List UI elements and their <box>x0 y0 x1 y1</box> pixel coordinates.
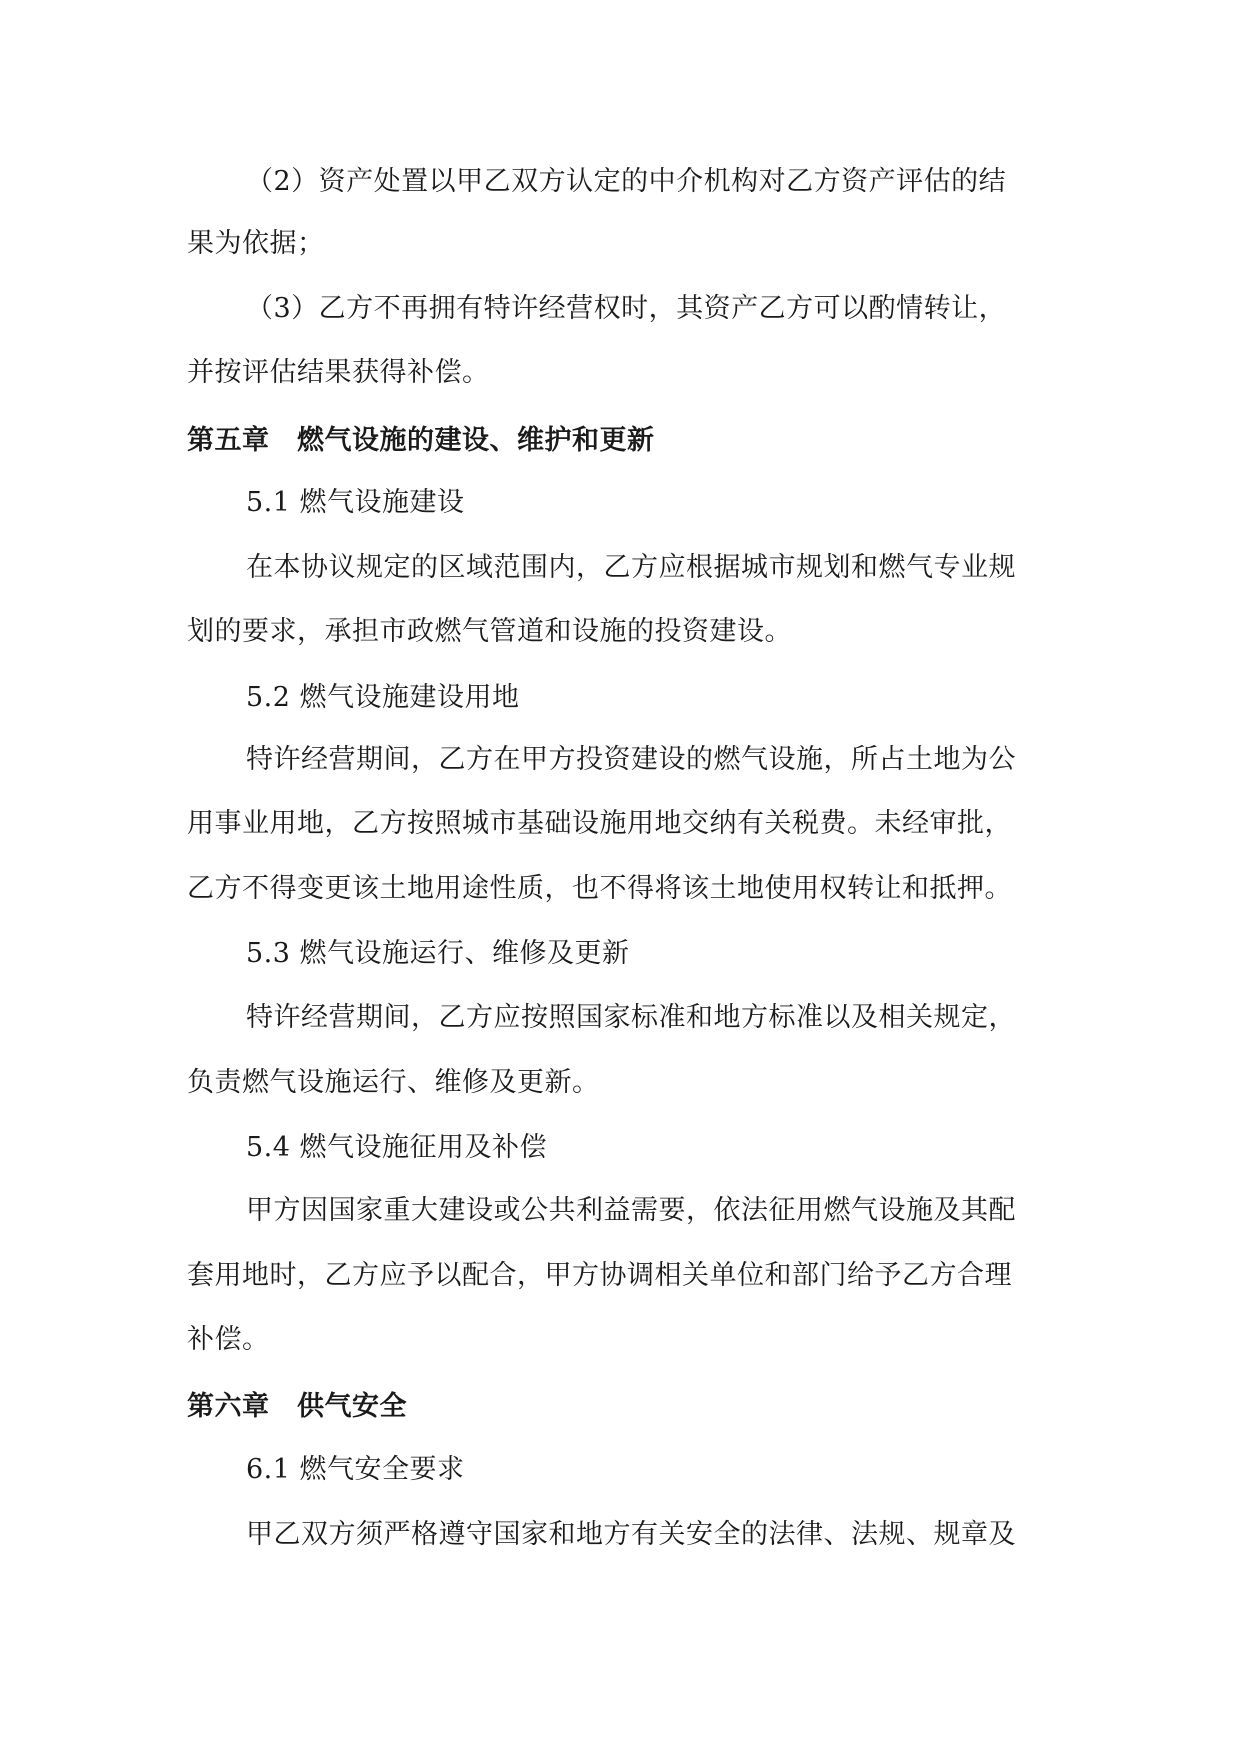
paragraph-line: 划的要求，承担市政燃气管道和设施的投资建设。 <box>187 616 792 647</box>
paragraph-line: （3）乙方不再拥有特许经营权时，其资产乙方可以酌情转让， <box>246 293 1007 324</box>
paragraph-line: 特许经营期间，乙方在甲方投资建设的燃气设施，所占土地为公 <box>246 744 1016 775</box>
paragraph-line: 负责燃气设施运行、维修及更新。 <box>187 1067 600 1098</box>
section-heading: 5.4 燃气设施征用及补偿 <box>246 1132 548 1163</box>
paragraph-line: 补偿。 <box>187 1324 270 1355</box>
section-heading: 5.1 燃气设施建设 <box>246 487 465 518</box>
chapter-heading: 第五章 燃气设施的建设、维护和更新 <box>187 425 655 456</box>
paragraph-line: （2）资产处置以甲乙双方认定的中介机构对乙方资产评估的结 <box>246 166 1007 197</box>
paragraph-line: 用事业用地，乙方按照城市基础设施用地交纳有关税费。未经审批， <box>187 808 1012 839</box>
paragraph-line: 果为依据； <box>187 228 325 259</box>
paragraph-line: 乙方不得变更该土地用途性质，也不得将该土地使用权转让和抵押。 <box>187 873 1012 904</box>
paragraph-line: 在本协议规定的区域范围内，乙方应根据城市规划和燃气专业规 <box>246 552 1016 583</box>
paragraph-line: 甲方因国家重大建设或公共利益需要，依法征用燃气设施及其配 <box>246 1195 1016 1226</box>
section-heading: 6.1 燃气安全要求 <box>246 1454 465 1485</box>
section-heading: 5.2 燃气设施建设用地 <box>246 682 520 713</box>
paragraph-line: 特许经营期间，乙方应按照国家标准和地方标准以及相关规定， <box>246 1002 1016 1033</box>
chapter-heading: 第六章 供气安全 <box>187 1391 407 1422</box>
paragraph-line: 甲乙双方须严格遵守国家和地方有关安全的法律、法规、规章及 <box>246 1519 1016 1550</box>
section-heading: 5.3 燃气设施运行、维修及更新 <box>246 938 630 969</box>
paragraph-line: 并按评估结果获得补偿。 <box>187 357 490 388</box>
paragraph-line: 套用地时，乙方应予以配合，甲方协调相关单位和部门给予乙方合理 <box>187 1260 1012 1291</box>
